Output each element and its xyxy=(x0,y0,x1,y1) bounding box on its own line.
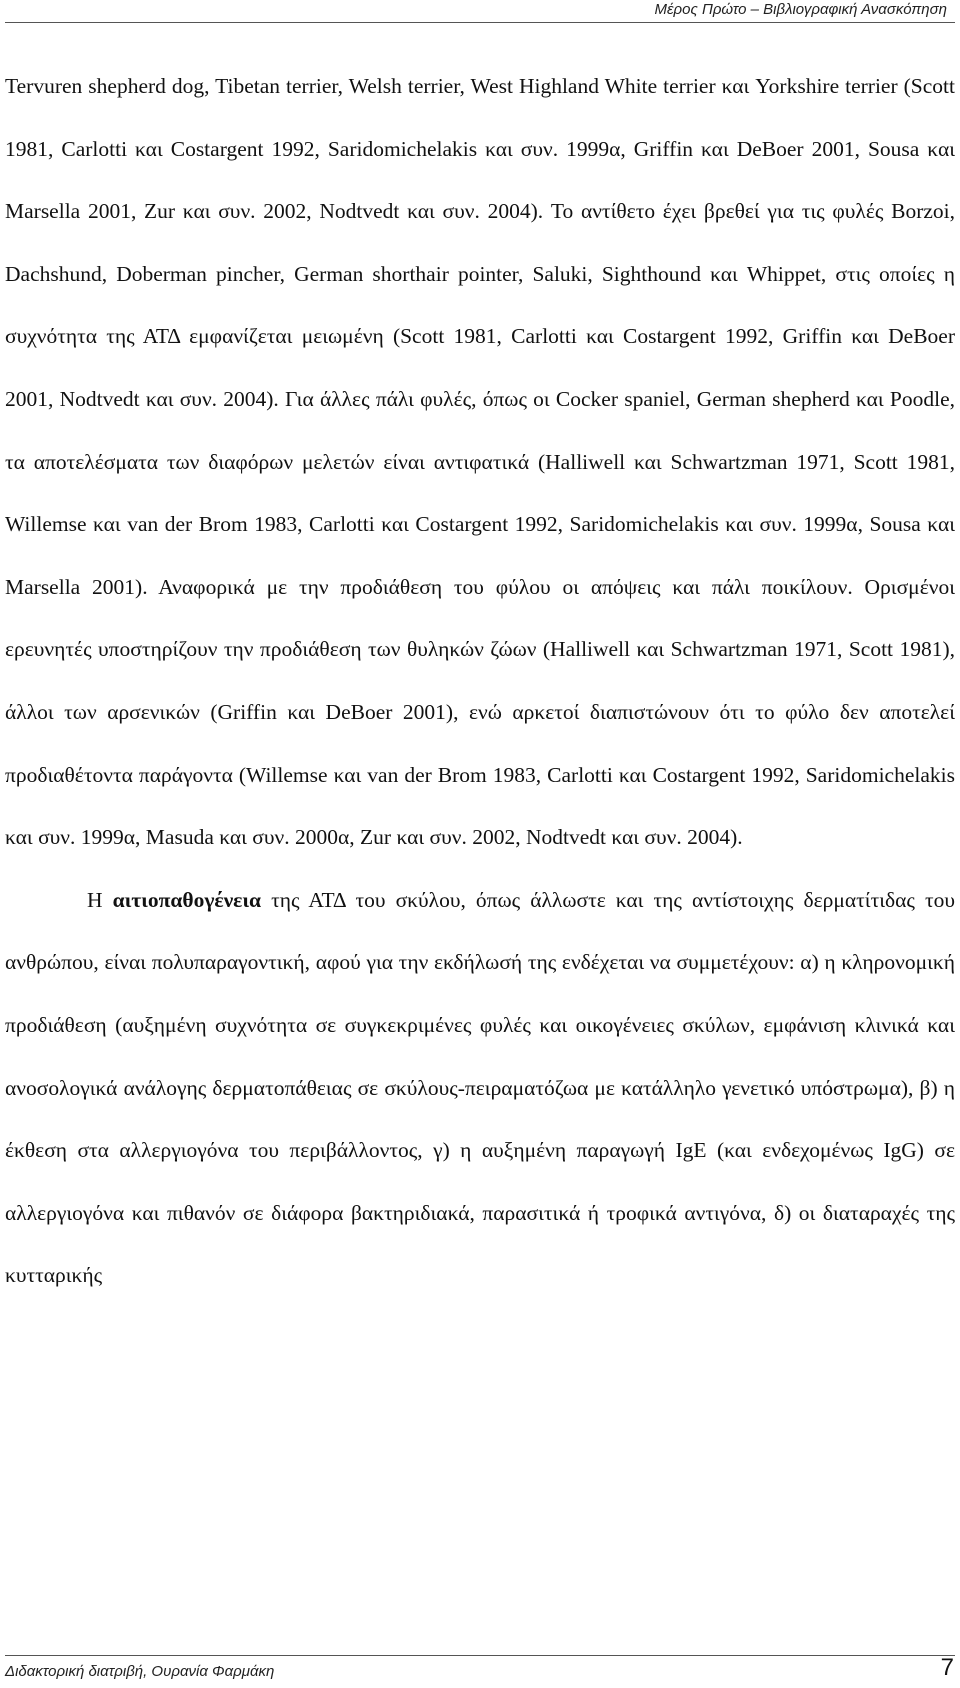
page-number: 7 xyxy=(940,1654,954,1681)
footer-divider xyxy=(5,1655,955,1656)
body-text xyxy=(5,55,955,1307)
bold-term: αιτιοπαθογένεια xyxy=(112,887,262,912)
footer-author: Διδακτορική διατριβή, Ουρανία Φαρμάκη xyxy=(5,1663,275,1680)
header-divider xyxy=(5,22,955,23)
running-header: Μέρος Πρώτο – Βιβλιογραφική Ανασκόπηση xyxy=(654,1,947,18)
paragraph-2-body: της ΑΤΔ του σκύλου, όπως άλλωστε και της αντίστοιχης δερματίτιδας του ανθρώπου, είναι πολυπαραγοντική, αφού για την εκδήλωσή της ενδέχεται να συμμετέχουν: α) η κληρονομική προδιάθεση (αυξημένη συχνότητα σε συγκεκριμένες φυλές και οικογένειες σκύλων, εμφάνιση κλινικά και ανοσολογικά ανάλογης δερματοπάθειας σε σκύλους-πειραματόζωα με κατάλληλο γενετικό υπόστρωμα), β) η έκθεση στα αλλεργιογόνα του περιβάλλοντος, γ) η αυξημένη παραγωγή IgE (και ενδεχομένως IgG) σε αλλεργιογόνα και πιθανόν σε διάφορα βακτηριδιακά, παρασιτικά ή τροφικά αντιγόνα, δ) οι διαταραχές της κυτταρικής xyxy=(5,887,955,1288)
paragraph-2-lead: Η xyxy=(87,887,103,912)
paragraph-1: Tervuren shepherd dog, Tibetan terrier, Welsh terrier, West Highland White terrier και Yorkshire terrier (Scott 1981, Carlotti και Costargent 1992, Saridomichelakis και συν. 1999α, Griffin και DeBoer 2001, Sousa και Marsella 2001, Zur και συν. 2002, Nodtvedt και συν. 2004). Το αντίθετο έχει βρεθεί για τις φυλές Borzoi, Dachshund, Doberman pincher, German shorthair pointer, Saluki, Sighthound και Whippet, στις οποίες η συχνότητα της ΑΤΔ εμφανίζεται μειωμένη (Scott 1981, Carlotti και Costargent 1992, Griffin και DeBoer 2001, Nodtvedt και συν. 2004). Για άλλες πάλι φυλές, όπως οι Cocker spaniel, German shepherd και Poodle, τα αποτελέσματα των διαφόρων μελετών είναι αντιφατικά (Halliwell και Schwartzman 1971, Scott 1981, Willemse και van der Brom 1983, Carlotti και Costargent 1992, Saridomichelakis και συν. 1999α, Sousa και Marsella 2001). Αναφορικά με την προδιάθεση του φύλου οι απόψεις και πάλι ποικίλουν. Ορισμένοι ερευνητές υποστηρίζουν την προδιάθεση των θυληκών ζώων (Halliwell και Schwartzman 1971, Scott 1981), άλλοι των αρσενικών (Griffin και DeBoer 2001), ενώ αρκετοί διαπιστώνουν ότι το φύλο δεν αποτελεί προδιαθέτοντα παράγοντα (Willemse και van der Brom 1983, Carlotti και Costargent 1992, Saridomichelakis και συν. 1999α, Masuda και συν. 2000α, Zur και συν. 2002, Nodtvedt και συν. 2004). xyxy=(5,74,955,850)
paragraph-2 xyxy=(5,869,955,1307)
